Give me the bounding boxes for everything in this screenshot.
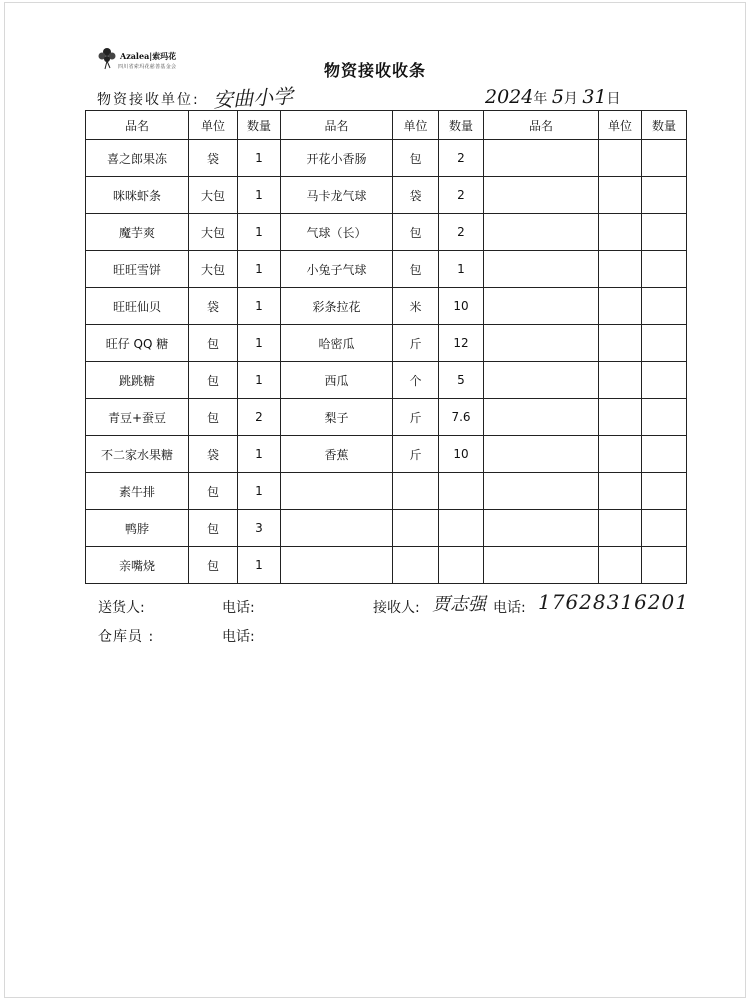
item-unit-2: 个 (393, 362, 439, 399)
item-unit-3 (599, 177, 642, 214)
table-row (86, 547, 687, 584)
date-day: 31 (582, 86, 607, 108)
item-qty-3 (642, 436, 687, 473)
date (485, 86, 621, 108)
item-qty-3 (642, 510, 687, 547)
item-unit-2: 斤 (393, 399, 439, 436)
item-unit-2: 斤 (393, 325, 439, 362)
item-qty-3 (642, 547, 687, 584)
item-qty-3 (642, 140, 687, 177)
item-qty-3 (642, 399, 687, 436)
item-name-3 (484, 140, 599, 177)
item-unit-2: 包 (393, 140, 439, 177)
item-unit-1: 包 (189, 473, 238, 510)
header-unit-1: 单位 (189, 111, 238, 140)
item-unit-3 (599, 214, 642, 251)
item-name-2 (281, 510, 393, 547)
item-name-1: 咪咪虾条 (86, 177, 189, 214)
item-unit-1: 大包 (189, 177, 238, 214)
item-unit-3 (599, 436, 642, 473)
item-qty-2: 2 (439, 177, 484, 214)
item-name-2: 开花小香肠 (281, 140, 393, 177)
item-name-3 (484, 214, 599, 251)
item-unit-2: 包 (393, 251, 439, 288)
item-qty-1: 1 (238, 436, 281, 473)
receiver-phone-label: 电话: (493, 600, 526, 616)
item-unit-2 (393, 510, 439, 547)
item-qty-3 (642, 288, 687, 325)
date-month: 5 (551, 86, 564, 108)
table-row (86, 399, 687, 436)
date-day-suffix: 日 (606, 91, 621, 107)
receipt-table (85, 110, 687, 584)
header-unit-3: 单位 (599, 111, 642, 140)
item-name-1: 魔芋爽 (86, 214, 189, 251)
table-row (86, 177, 687, 214)
item-unit-2 (393, 473, 439, 510)
item-qty-2: 12 (439, 325, 484, 362)
header-name-3: 品名 (484, 111, 599, 140)
item-unit-2 (393, 547, 439, 584)
item-unit-3 (599, 399, 642, 436)
item-unit-2: 斤 (393, 436, 439, 473)
receiver-unit-value: 安曲小学 (212, 83, 294, 113)
item-name-2: 气球（长） (281, 214, 393, 251)
item-name-3 (484, 362, 599, 399)
item-name-1: 跳跳糖 (86, 362, 189, 399)
date-month-suffix: 月 (563, 91, 578, 107)
receiver-signature: 贾志强 (432, 594, 486, 615)
item-qty-1: 2 (238, 399, 281, 436)
item-name-3 (484, 288, 599, 325)
item-unit-1: 包 (189, 362, 238, 399)
item-unit-1: 袋 (189, 288, 238, 325)
item-qty-3 (642, 214, 687, 251)
item-unit-3 (599, 140, 642, 177)
item-unit-1: 大包 (189, 214, 238, 251)
item-qty-1: 3 (238, 510, 281, 547)
item-name-3 (484, 473, 599, 510)
item-qty-1: 1 (238, 140, 281, 177)
item-unit-3 (599, 325, 642, 362)
item-unit-2: 包 (393, 214, 439, 251)
item-qty-2 (439, 473, 484, 510)
item-qty-1: 1 (238, 214, 281, 251)
header-unit-2: 单位 (393, 111, 439, 140)
date-year: 2024 (485, 86, 534, 108)
item-qty-1: 1 (238, 325, 281, 362)
item-name-3 (484, 325, 599, 362)
item-name-2: 彩条拉花 (281, 288, 393, 325)
header-name-1: 品名 (86, 111, 189, 140)
item-qty-3 (642, 473, 687, 510)
item-name-1: 素牛排 (86, 473, 189, 510)
warehouse-phone-label: 电话: (222, 629, 255, 645)
header-name-2: 品名 (281, 111, 393, 140)
item-name-3 (484, 399, 599, 436)
item-name-2: 香蕉 (281, 436, 393, 473)
item-unit-1: 包 (189, 399, 238, 436)
item-qty-1: 1 (238, 473, 281, 510)
deliverer-label: 送货人: (98, 600, 145, 616)
item-unit-1: 包 (189, 325, 238, 362)
item-unit-3 (599, 288, 642, 325)
item-name-3 (484, 510, 599, 547)
item-name-2: 西瓜 (281, 362, 393, 399)
table-row (86, 473, 687, 510)
item-name-1: 旺旺雪饼 (86, 251, 189, 288)
item-qty-1: 1 (238, 547, 281, 584)
item-qty-1: 1 (238, 362, 281, 399)
table-row (86, 214, 687, 251)
item-name-3 (484, 547, 599, 584)
item-qty-3 (642, 251, 687, 288)
item-name-2: 梨子 (281, 399, 393, 436)
table-row (86, 288, 687, 325)
item-unit-1: 袋 (189, 436, 238, 473)
item-name-1: 亲嘴烧 (86, 547, 189, 584)
table-row (86, 510, 687, 547)
item-qty-2: 5 (439, 362, 484, 399)
item-name-3 (484, 436, 599, 473)
page-title: 物资接收收条 (323, 61, 426, 80)
table-row (86, 362, 687, 399)
item-name-1: 旺仔 QQ 糖 (86, 325, 189, 362)
item-name-2 (281, 547, 393, 584)
item-qty-3 (642, 362, 687, 399)
logo-name: Azalea|索玛花 (120, 51, 177, 61)
item-qty-2: 1 (439, 251, 484, 288)
date-year-suffix: 年 (533, 91, 548, 107)
item-unit-3 (599, 362, 642, 399)
item-name-1: 不二家水果糖 (86, 436, 189, 473)
item-name-1: 旺旺仙贝 (86, 288, 189, 325)
item-qty-2: 10 (439, 288, 484, 325)
item-name-3 (484, 251, 599, 288)
receiver-label: 接收人: (373, 600, 420, 616)
table-header-row (86, 111, 687, 140)
item-name-3 (484, 177, 599, 214)
item-name-1: 鸭脖 (86, 510, 189, 547)
item-qty-2: 7.6 (439, 399, 484, 436)
item-qty-2 (439, 510, 484, 547)
item-qty-3 (642, 177, 687, 214)
item-unit-3 (599, 473, 642, 510)
item-qty-3 (642, 325, 687, 362)
header-qty-1: 数量 (238, 111, 281, 140)
item-qty-2: 2 (439, 140, 484, 177)
item-unit-2: 米 (393, 288, 439, 325)
header-qty-2: 数量 (439, 111, 484, 140)
table-row (86, 325, 687, 362)
item-name-2 (281, 473, 393, 510)
item-unit-2: 袋 (393, 177, 439, 214)
table-row (86, 251, 687, 288)
table-row (86, 436, 687, 473)
item-qty-1: 1 (238, 288, 281, 325)
item-qty-2: 10 (439, 436, 484, 473)
item-unit-3 (599, 510, 642, 547)
table-row (86, 140, 687, 177)
header-qty-3: 数量 (642, 111, 687, 140)
item-name-1: 喜之郎果冻 (86, 140, 189, 177)
item-name-1: 青豆+蚕豆 (86, 399, 189, 436)
item-qty-1: 1 (238, 177, 281, 214)
item-name-2: 小兔子气球 (281, 251, 393, 288)
receiver-unit-label: 物资接收单位: (97, 92, 200, 108)
item-qty-2 (439, 547, 484, 584)
item-name-2: 马卡龙气球 (281, 177, 393, 214)
item-qty-2: 2 (439, 214, 484, 251)
warehouse-keeper-label: 仓库员 : (98, 629, 155, 645)
item-unit-1: 包 (189, 547, 238, 584)
item-unit-3 (599, 251, 642, 288)
logo-subtitle: 四川省索玛花慈善基金会 (118, 64, 177, 70)
item-unit-1: 大包 (189, 251, 238, 288)
item-unit-1: 包 (189, 510, 238, 547)
item-unit-3 (599, 547, 642, 584)
deliverer-phone-label: 电话: (222, 600, 255, 616)
receiver-phone: 17628316201 (538, 590, 689, 614)
item-name-2: 哈密瓜 (281, 325, 393, 362)
item-qty-1: 1 (238, 251, 281, 288)
item-unit-1: 袋 (189, 140, 238, 177)
